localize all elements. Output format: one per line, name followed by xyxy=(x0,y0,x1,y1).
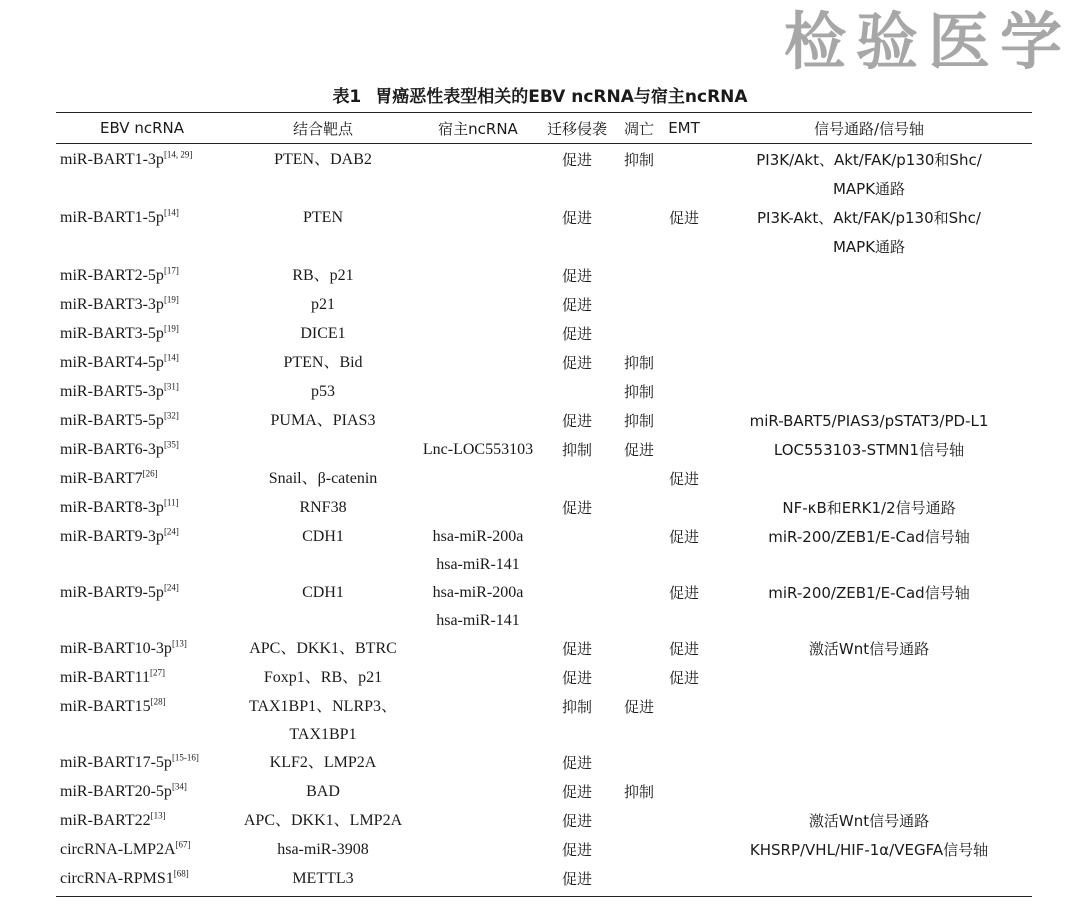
apoptosis-text: 抑制 xyxy=(623,383,654,401)
table-row xyxy=(56,349,1032,378)
signal-pathway-text: miR-200/ZEB1/E-Cad信号轴 xyxy=(768,528,970,546)
header-migration-invasion: 迁移侵袭 xyxy=(546,119,607,138)
ebv-ncrna-cell xyxy=(56,635,228,664)
emt-cell xyxy=(662,204,706,262)
apoptosis-cell xyxy=(616,436,662,465)
signal-pathway-cell xyxy=(706,579,1032,635)
apoptosis-text: 促进 xyxy=(623,441,654,459)
binding-target-cell xyxy=(228,693,418,749)
binding-target-cell xyxy=(228,349,418,378)
signal-pathway-text: PI3K/Akt、Akt/FAK/p130和Shc/ MAPK通路 xyxy=(756,151,982,198)
table-row xyxy=(56,465,1032,494)
binding-target-text: DICE1 xyxy=(300,325,346,342)
apoptosis-cell xyxy=(616,865,662,897)
host-ncrna-cell xyxy=(418,349,538,378)
binding-target-text: p21 xyxy=(311,296,335,313)
table-row xyxy=(56,778,1032,807)
host-ncrna-cell xyxy=(418,523,538,579)
ebv-ncrna-cell xyxy=(56,693,228,749)
ebv-ncrna-cell xyxy=(56,778,228,807)
ebv-ncrna-cell xyxy=(56,807,228,836)
ebv-ncrna-cell xyxy=(56,291,228,320)
migration-invasion-cell xyxy=(538,320,616,349)
binding-target-text: BAD xyxy=(306,783,340,800)
apoptosis-cell xyxy=(616,693,662,749)
ebv-ncrna-cell xyxy=(56,494,228,523)
migration-invasion-text: 促进 xyxy=(561,412,592,430)
migration-invasion-text: 促进 xyxy=(561,812,592,830)
emt-text: 促进 xyxy=(668,584,699,602)
reference-citation: [26] xyxy=(142,468,158,479)
apoptosis-cell xyxy=(616,749,662,778)
host-ncrna-cell xyxy=(418,378,538,407)
signal-pathway-text: miR-BART5/PIAS3/pSTAT3/PD-L1 xyxy=(749,412,989,430)
apoptosis-cell xyxy=(616,262,662,291)
reference-citation: [19] xyxy=(163,294,179,305)
ncrna-name: miR-BART11 xyxy=(60,669,151,686)
binding-target-text: PTEN xyxy=(303,209,343,226)
ebv-ncrna-cell xyxy=(56,436,228,465)
reference-citation: [28] xyxy=(150,696,166,707)
migration-invasion-text: 促进 xyxy=(561,325,592,343)
binding-target-cell xyxy=(228,664,418,693)
binding-target-text: TAX1BP1、NLRP3、 TAX1BP1 xyxy=(248,698,398,743)
apoptosis-cell xyxy=(616,664,662,693)
watermark-logo-text: 检验医学 xyxy=(783,5,1072,78)
table-row xyxy=(56,579,1032,635)
binding-target-cell xyxy=(228,204,418,262)
header-ebv-ncrna: EBV ncRNA xyxy=(100,119,184,137)
emt-text: 促进 xyxy=(668,669,699,687)
signal-pathway-cell xyxy=(706,494,1032,523)
apoptosis-cell xyxy=(616,465,662,494)
signal-pathway-text: NF-κB和ERK1/2信号通路 xyxy=(782,499,956,517)
table-row xyxy=(56,378,1032,407)
migration-invasion-cell xyxy=(538,407,616,436)
host-ncrna-cell xyxy=(418,436,538,465)
binding-target-text: RNF38 xyxy=(299,499,347,516)
signal-pathway-cell xyxy=(706,693,1032,749)
emt-cell xyxy=(662,579,706,635)
host-ncrna-cell xyxy=(418,807,538,836)
binding-target-cell xyxy=(228,579,418,635)
table-row xyxy=(56,664,1032,693)
migration-invasion-text: 促进 xyxy=(561,754,592,772)
ncrna-name: miR-BART4-5p xyxy=(60,354,164,371)
table-body xyxy=(56,144,1032,897)
signal-pathway-cell xyxy=(706,349,1032,378)
emt-text: 促进 xyxy=(668,640,699,658)
binding-target-text: CDH1 xyxy=(302,528,344,545)
table-row xyxy=(56,291,1032,320)
reference-citation: [14] xyxy=(163,352,179,363)
host-ncrna-cell xyxy=(418,778,538,807)
emt-cell xyxy=(662,465,706,494)
apoptosis-cell xyxy=(616,407,662,436)
reference-citation: [31] xyxy=(163,381,179,392)
host-ncrna-text: hsa-miR-200a hsa-miR-141 xyxy=(432,528,524,573)
signal-pathway-cell xyxy=(706,778,1032,807)
host-ncrna-cell xyxy=(418,635,538,664)
apoptosis-cell xyxy=(616,320,662,349)
table-row xyxy=(56,749,1032,778)
reference-citation: [27] xyxy=(150,667,166,678)
emt-cell xyxy=(662,144,706,205)
migration-invasion-text: 促进 xyxy=(561,151,592,169)
signal-pathway-cell xyxy=(706,523,1032,579)
host-ncrna-cell xyxy=(418,291,538,320)
binding-target-text: Foxp1、RB、p21 xyxy=(263,669,383,686)
migration-invasion-cell xyxy=(538,693,616,749)
signal-pathway-cell xyxy=(706,144,1032,205)
binding-target-cell xyxy=(228,807,418,836)
ncrna-name: miR-BART15 xyxy=(60,698,151,715)
emt-cell xyxy=(662,836,706,865)
emt-cell xyxy=(662,693,706,749)
migration-invasion-cell xyxy=(538,465,616,494)
emt-cell xyxy=(662,407,706,436)
reference-citation: [68] xyxy=(173,868,189,879)
migration-invasion-text: 促进 xyxy=(561,640,592,658)
binding-target-cell xyxy=(228,523,418,579)
migration-invasion-text: 促进 xyxy=(561,354,592,372)
apoptosis-cell xyxy=(616,635,662,664)
migration-invasion-cell xyxy=(538,262,616,291)
host-ncrna-cell xyxy=(418,144,538,205)
header-apoptosis: 凋亡 xyxy=(623,119,654,138)
signal-pathway-cell xyxy=(706,407,1032,436)
ncrna-name: miR-BART3-5p xyxy=(60,325,164,342)
ncrna-name: miR-BART6-3p xyxy=(60,441,164,458)
emt-cell xyxy=(662,494,706,523)
migration-invasion-cell xyxy=(538,144,616,205)
reference-citation: [32] xyxy=(163,410,179,421)
binding-target-text: APC、DKK1、LMP2A xyxy=(243,812,403,829)
ncrna-name: miR-BART1-5p xyxy=(60,209,164,226)
migration-invasion-cell xyxy=(538,664,616,693)
host-ncrna-text: hsa-miR-200a hsa-miR-141 xyxy=(432,584,524,629)
binding-target-cell xyxy=(228,291,418,320)
ncrna-name: circRNA-RPMS1 xyxy=(60,870,174,887)
reference-citation: [13] xyxy=(150,810,166,821)
migration-invasion-text: 抑制 xyxy=(561,441,592,459)
binding-target-cell xyxy=(228,407,418,436)
table-row xyxy=(56,807,1032,836)
migration-invasion-cell xyxy=(538,579,616,635)
reference-citation: [11] xyxy=(163,497,179,508)
binding-target-text: p53 xyxy=(311,383,335,400)
migration-invasion-text: 抑制 xyxy=(561,698,592,716)
ncrna-name: miR-BART17-5p xyxy=(60,754,172,771)
signal-pathway-cell xyxy=(706,204,1032,262)
migration-invasion-cell xyxy=(538,436,616,465)
apoptosis-cell xyxy=(616,349,662,378)
table-row xyxy=(56,144,1032,205)
migration-invasion-text: 促进 xyxy=(561,296,592,314)
signal-pathway-cell xyxy=(706,465,1032,494)
ebv-ncrna-cell xyxy=(56,664,228,693)
signal-pathway-cell xyxy=(706,865,1032,897)
emt-text: 促进 xyxy=(668,470,699,488)
ncrna-name: miR-BART9-3p xyxy=(60,528,164,545)
signal-pathway-cell xyxy=(706,320,1032,349)
ebv-ncrna-cell xyxy=(56,144,228,205)
binding-target-cell xyxy=(228,465,418,494)
emt-cell xyxy=(662,378,706,407)
emt-cell xyxy=(662,262,706,291)
table-row xyxy=(56,865,1032,897)
reference-citation: [17] xyxy=(163,265,179,276)
ebv-ncrna-cell xyxy=(56,320,228,349)
emt-cell xyxy=(662,778,706,807)
host-ncrna-cell xyxy=(418,664,538,693)
ebv-ncrna-cell xyxy=(56,749,228,778)
apoptosis-cell xyxy=(616,807,662,836)
migration-invasion-cell xyxy=(538,749,616,778)
signal-pathway-cell xyxy=(706,807,1032,836)
apoptosis-text: 抑制 xyxy=(623,354,654,372)
binding-target-text: hsa-miR-3908 xyxy=(277,841,369,858)
ebv-ncrna-cell xyxy=(56,349,228,378)
apoptosis-cell xyxy=(616,494,662,523)
signal-pathway-text: 激活Wnt信号通路 xyxy=(808,640,930,658)
migration-invasion-cell xyxy=(538,494,616,523)
host-ncrna-text: Lnc-LOC553103 xyxy=(422,441,534,458)
ncrna-name: miR-BART10-3p xyxy=(60,640,172,657)
table-number: 表1 xyxy=(332,87,362,107)
binding-target-cell xyxy=(228,865,418,897)
apoptosis-cell xyxy=(616,778,662,807)
ebv-ncrna-cell xyxy=(56,523,228,579)
ebv-ncrna-cell xyxy=(56,262,228,291)
table-title: 胃癌恶性表型相关的EBV ncRNA与宿主ncRNA xyxy=(375,87,748,107)
signal-pathway-text: miR-200/ZEB1/E-Cad信号轴 xyxy=(768,584,970,602)
table-row xyxy=(56,494,1032,523)
table-row xyxy=(56,523,1032,579)
host-ncrna-cell xyxy=(418,693,538,749)
migration-invasion-text: 促进 xyxy=(561,209,592,227)
ebv-ncrna-cell xyxy=(56,407,228,436)
table-row xyxy=(56,836,1032,865)
binding-target-cell xyxy=(228,635,418,664)
header-host-ncrna: 宿主ncRNA xyxy=(438,119,518,138)
apoptosis-text: 抑制 xyxy=(623,412,654,430)
signal-pathway-cell xyxy=(706,836,1032,865)
ebv-ncrna-cell xyxy=(56,579,228,635)
emt-text: 促进 xyxy=(668,528,699,546)
binding-target-text: Snail、β-catenin xyxy=(268,470,378,487)
migration-invasion-cell xyxy=(538,865,616,897)
table-row xyxy=(56,262,1032,291)
reference-citation: [35] xyxy=(163,439,179,450)
migration-invasion-text: 促进 xyxy=(561,499,592,517)
migration-invasion-cell xyxy=(538,291,616,320)
binding-target-cell xyxy=(228,378,418,407)
signal-pathway-cell xyxy=(706,436,1032,465)
migration-invasion-text: 促进 xyxy=(561,870,592,888)
ebv-ncrna-cell xyxy=(56,204,228,262)
signal-pathway-cell xyxy=(706,262,1032,291)
apoptosis-text: 抑制 xyxy=(623,151,654,169)
binding-target-cell xyxy=(228,144,418,205)
apoptosis-cell xyxy=(616,523,662,579)
table-header-row xyxy=(56,113,1032,144)
apoptosis-cell xyxy=(616,836,662,865)
reference-citation: [19] xyxy=(163,323,179,334)
reference-citation: [14, 29] xyxy=(163,149,193,160)
apoptosis-text: 抑制 xyxy=(623,783,654,801)
ebv-ncrna-cell xyxy=(56,865,228,897)
emt-cell xyxy=(662,664,706,693)
host-ncrna-cell xyxy=(418,320,538,349)
ncrna-name: miR-BART7 xyxy=(60,470,143,487)
reference-citation: [14] xyxy=(163,207,179,218)
apoptosis-cell xyxy=(616,144,662,205)
binding-target-text: CDH1 xyxy=(302,584,344,601)
emt-cell xyxy=(662,807,706,836)
emt-cell xyxy=(662,523,706,579)
table-row xyxy=(56,436,1032,465)
ncrna-name: circRNA-LMP2A xyxy=(60,841,176,858)
apoptosis-cell xyxy=(616,579,662,635)
signal-pathway-cell xyxy=(706,664,1032,693)
emt-cell xyxy=(662,635,706,664)
migration-invasion-text: 促进 xyxy=(561,841,592,859)
apoptosis-text: 促进 xyxy=(623,698,654,716)
host-ncrna-cell xyxy=(418,465,538,494)
emt-cell xyxy=(662,749,706,778)
ncrna-name: miR-BART3-3p xyxy=(60,296,164,313)
host-ncrna-cell xyxy=(418,262,538,291)
table-row xyxy=(56,693,1032,749)
table-caption xyxy=(0,86,1080,108)
migration-invasion-text: 促进 xyxy=(561,783,592,801)
migration-invasion-cell xyxy=(538,836,616,865)
host-ncrna-cell xyxy=(418,407,538,436)
host-ncrna-cell xyxy=(418,836,538,865)
migration-invasion-cell xyxy=(538,778,616,807)
host-ncrna-cell xyxy=(418,204,538,262)
binding-target-cell xyxy=(228,494,418,523)
header-binding-target: 结合靶点 xyxy=(292,119,353,138)
signal-pathway-text: KHSRP/VHL/HIF-1α/VEGFA信号轴 xyxy=(749,841,989,859)
binding-target-cell xyxy=(228,262,418,291)
migration-invasion-cell xyxy=(538,204,616,262)
migration-invasion-cell xyxy=(538,378,616,407)
signal-pathway-cell xyxy=(706,378,1032,407)
apoptosis-cell xyxy=(616,378,662,407)
binding-target-cell xyxy=(228,436,418,465)
signal-pathway-text: LOC553103-STMN1信号轴 xyxy=(773,441,965,459)
table-row xyxy=(56,320,1032,349)
signal-pathway-cell xyxy=(706,635,1032,664)
binding-target-text: PTEN、DAB2 xyxy=(274,151,372,168)
ncrna-name: miR-BART5-3p xyxy=(60,383,164,400)
reference-citation: [13] xyxy=(171,638,187,649)
migration-invasion-text: 促进 xyxy=(561,669,592,687)
binding-target-text: APC、DKK1、BTRC xyxy=(249,640,397,657)
host-ncrna-cell xyxy=(418,494,538,523)
ncrna-name: miR-BART20-5p xyxy=(60,783,172,800)
migration-invasion-cell xyxy=(538,349,616,378)
reference-citation: [15-16] xyxy=(171,752,199,763)
binding-target-text: PTEN、Bid xyxy=(283,354,363,371)
signal-pathway-text: PI3K-Akt、Akt/FAK/p130和Shc/ MAPK通路 xyxy=(757,209,981,256)
reference-citation: [34] xyxy=(171,781,187,792)
emt-text: 促进 xyxy=(668,209,699,227)
signal-pathway-cell xyxy=(706,749,1032,778)
apoptosis-cell xyxy=(616,291,662,320)
emt-cell xyxy=(662,349,706,378)
reference-citation: [24] xyxy=(163,582,179,593)
ncrna-table xyxy=(56,112,1032,897)
binding-target-text: KLF2、LMP2A xyxy=(269,754,377,771)
binding-target-cell xyxy=(228,836,418,865)
binding-target-cell xyxy=(228,320,418,349)
migration-invasion-cell xyxy=(538,523,616,579)
ebv-ncrna-cell xyxy=(56,836,228,865)
host-ncrna-cell xyxy=(418,579,538,635)
ebv-ncrna-cell xyxy=(56,378,228,407)
migration-invasion-cell xyxy=(538,635,616,664)
migration-invasion-cell xyxy=(538,807,616,836)
ncrna-name: miR-BART22 xyxy=(60,812,151,829)
ncrna-name: miR-BART8-3p xyxy=(60,499,164,516)
table-row xyxy=(56,204,1032,262)
binding-target-cell xyxy=(228,749,418,778)
table-row xyxy=(56,635,1032,664)
ncrna-name: miR-BART5-5p xyxy=(60,412,164,429)
binding-target-text: PUMA、PIAS3 xyxy=(270,412,376,429)
reference-citation: [67] xyxy=(175,839,191,850)
signal-pathway-cell xyxy=(706,291,1032,320)
emt-cell xyxy=(662,291,706,320)
emt-cell xyxy=(662,436,706,465)
host-ncrna-cell xyxy=(418,749,538,778)
binding-target-text: METTL3 xyxy=(292,870,354,887)
header-emt: EMT xyxy=(668,119,700,137)
migration-invasion-text: 促进 xyxy=(561,267,592,285)
table-row xyxy=(56,407,1032,436)
emt-cell xyxy=(662,865,706,897)
apoptosis-cell xyxy=(616,204,662,262)
binding-target-cell xyxy=(228,778,418,807)
header-signal-pathway: 信号通路/信号轴 xyxy=(813,119,925,138)
signal-pathway-text: 激活Wnt信号通路 xyxy=(808,812,930,830)
ncrna-name: miR-BART1-3p xyxy=(60,151,164,168)
ncrna-name: miR-BART9-5p xyxy=(60,584,164,601)
ebv-ncrna-cell xyxy=(56,465,228,494)
host-ncrna-cell xyxy=(418,865,538,897)
ncrna-name: miR-BART2-5p xyxy=(60,267,164,284)
emt-cell xyxy=(662,320,706,349)
reference-citation: [24] xyxy=(163,526,179,537)
binding-target-text: RB、p21 xyxy=(292,267,354,284)
